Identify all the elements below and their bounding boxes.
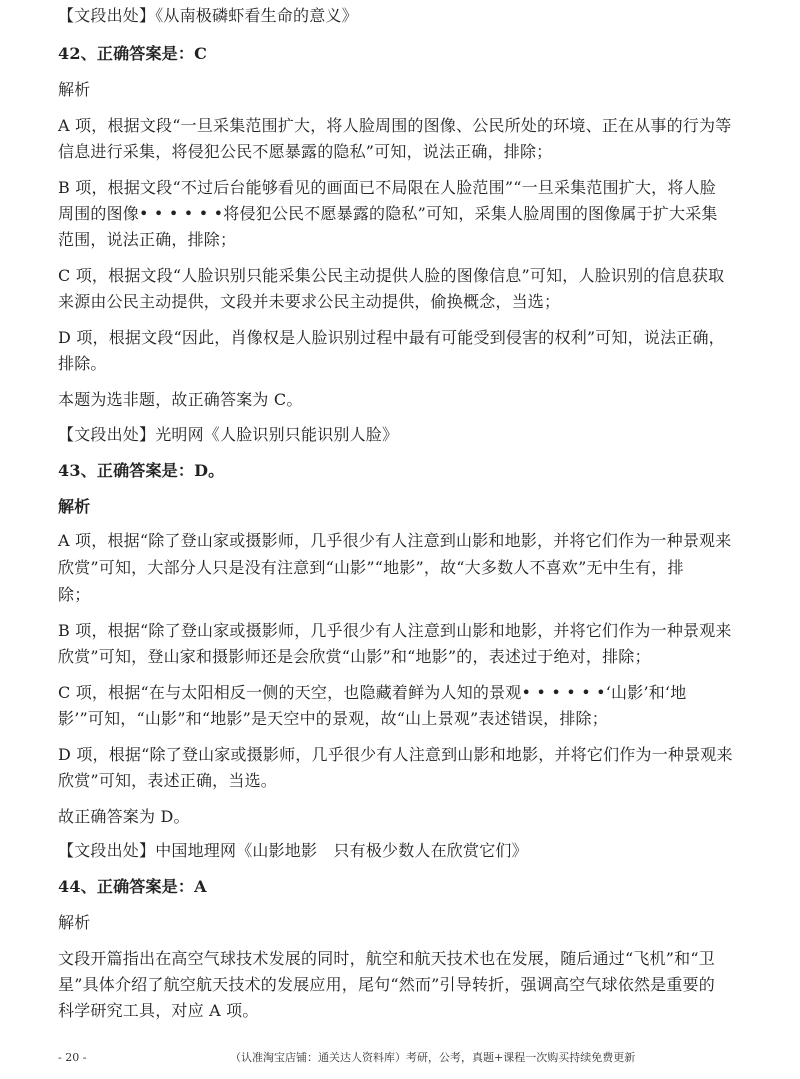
paragraph-line: 信息进行采集，将侵犯公民不愿暴露的隐私”可知，说法正确，排除； <box>58 142 553 161</box>
analysis-label: 解析 <box>58 80 91 99</box>
analysis-label: 解析 <box>58 913 91 932</box>
answer-title-43: 43、正确答案是：D。 <box>58 461 225 480</box>
paragraph-line: A 项，根据文段“一旦采集范围扩大，将人脸周围的图像、公民所处的环境、正在从事的行为等 <box>58 116 732 135</box>
paragraph-line: 欣赏”可知，表述正确，当选。 <box>58 771 277 790</box>
paragraph-line: 来源由公民主动提供，文段并未要求公民主动提供，偷换概念，当选； <box>58 292 561 311</box>
paragraph-line: D 项，根据“除了登山家或摄影师，几乎很少有人注意到山影和地影，并将它们作为一种景观来 <box>58 745 733 764</box>
conclusion: 故正确答案为 D。 <box>58 807 190 826</box>
paragraph-line: C 项，根据“在与太阳相反一侧的天空，也隐藏着鲜为人知的景观• • • • • •‘山影’和‘地 <box>58 683 687 702</box>
paragraph-line: 排除。 <box>58 354 107 373</box>
paragraph-line: 欣赏”可知，大部分人只是没有注意到“山影”“地影”，故“大多数人不喜欢”无中生有，排 <box>58 558 684 577</box>
footer-note: （认准淘宝店铺：通关达人资料库）考研，公考，真题+课程一次购买持续免费更新 <box>230 1051 636 1064</box>
page-number: - 20 - <box>58 1051 87 1064</box>
paragraph-line: A 项，根据“除了登山家或摄影师，几乎很少有人注意到山影和地影，并将它们作为一种景观来 <box>58 531 732 550</box>
paragraph-line: 文段开篇指出在高空气球技术发展的同时，航空和航天技术也在发展，随后通过“飞机”和“卫 <box>58 949 715 968</box>
paragraph-line: 科学研究工具，对应 A 项。 <box>58 1001 259 1020</box>
source-citation: 【文段出处】光明网《人脸识别只能识别人脸》 <box>58 425 399 444</box>
paragraph-line: 影’”可知，“山影”和“地影”是天空中的景观，故“山上景观”表述错误，排除； <box>58 709 608 728</box>
source-citation: 【文段出处】《从南极磷虾看生命的意义》 <box>58 6 358 25</box>
paragraph-line: B 项，根据文段“不过后台能够看见的画面已不局限在人脸范围”“一旦采集范围扩大，将人脸 <box>58 178 716 197</box>
source-citation: 【文段出处】中国地理网《山影地影 只有极少数人在欣赏它们》 <box>58 841 528 860</box>
paragraph-line: 除； <box>58 585 91 604</box>
paragraph-line: 星”具体介绍了航空航天技术的发展应用，尾句“然而”引导转折，强调高空气球依然是重要的 <box>58 975 715 994</box>
paragraph-line: D 项，根据文段“因此，肖像权是人脸识别过程中最有可能受到侵害的权利”可知，说法正确， <box>58 328 725 347</box>
answer-title-44: 44、正确答案是：A <box>58 877 207 896</box>
analysis-label: 解析 <box>58 497 91 516</box>
paragraph-line: 周围的图像• • • • • •将侵犯公民不愿暴露的隐私”可知，采集人脸周围的图像属于扩大采集 <box>58 204 718 223</box>
paragraph-line: B 项，根据“除了登山家或摄影师，几乎很少有人注意到山影和地影，并将它们作为一种景观来 <box>58 621 732 640</box>
paragraph-line: C 项，根据文段“人脸识别只能采集公民主动提供人脸的图像信息”可知，人脸识别的信息获取 <box>58 266 725 285</box>
conclusion: 本题为选非题，故正确答案为 C。 <box>58 390 303 409</box>
paragraph-line: 范围，说法正确，排除； <box>58 230 237 249</box>
paragraph-line: 欣赏”可知，登山家和摄影师还是会欣赏“山影”和“地影”的，表述过于绝对，排除； <box>58 647 651 666</box>
answer-title-42: 42、正确答案是：C <box>58 44 208 63</box>
